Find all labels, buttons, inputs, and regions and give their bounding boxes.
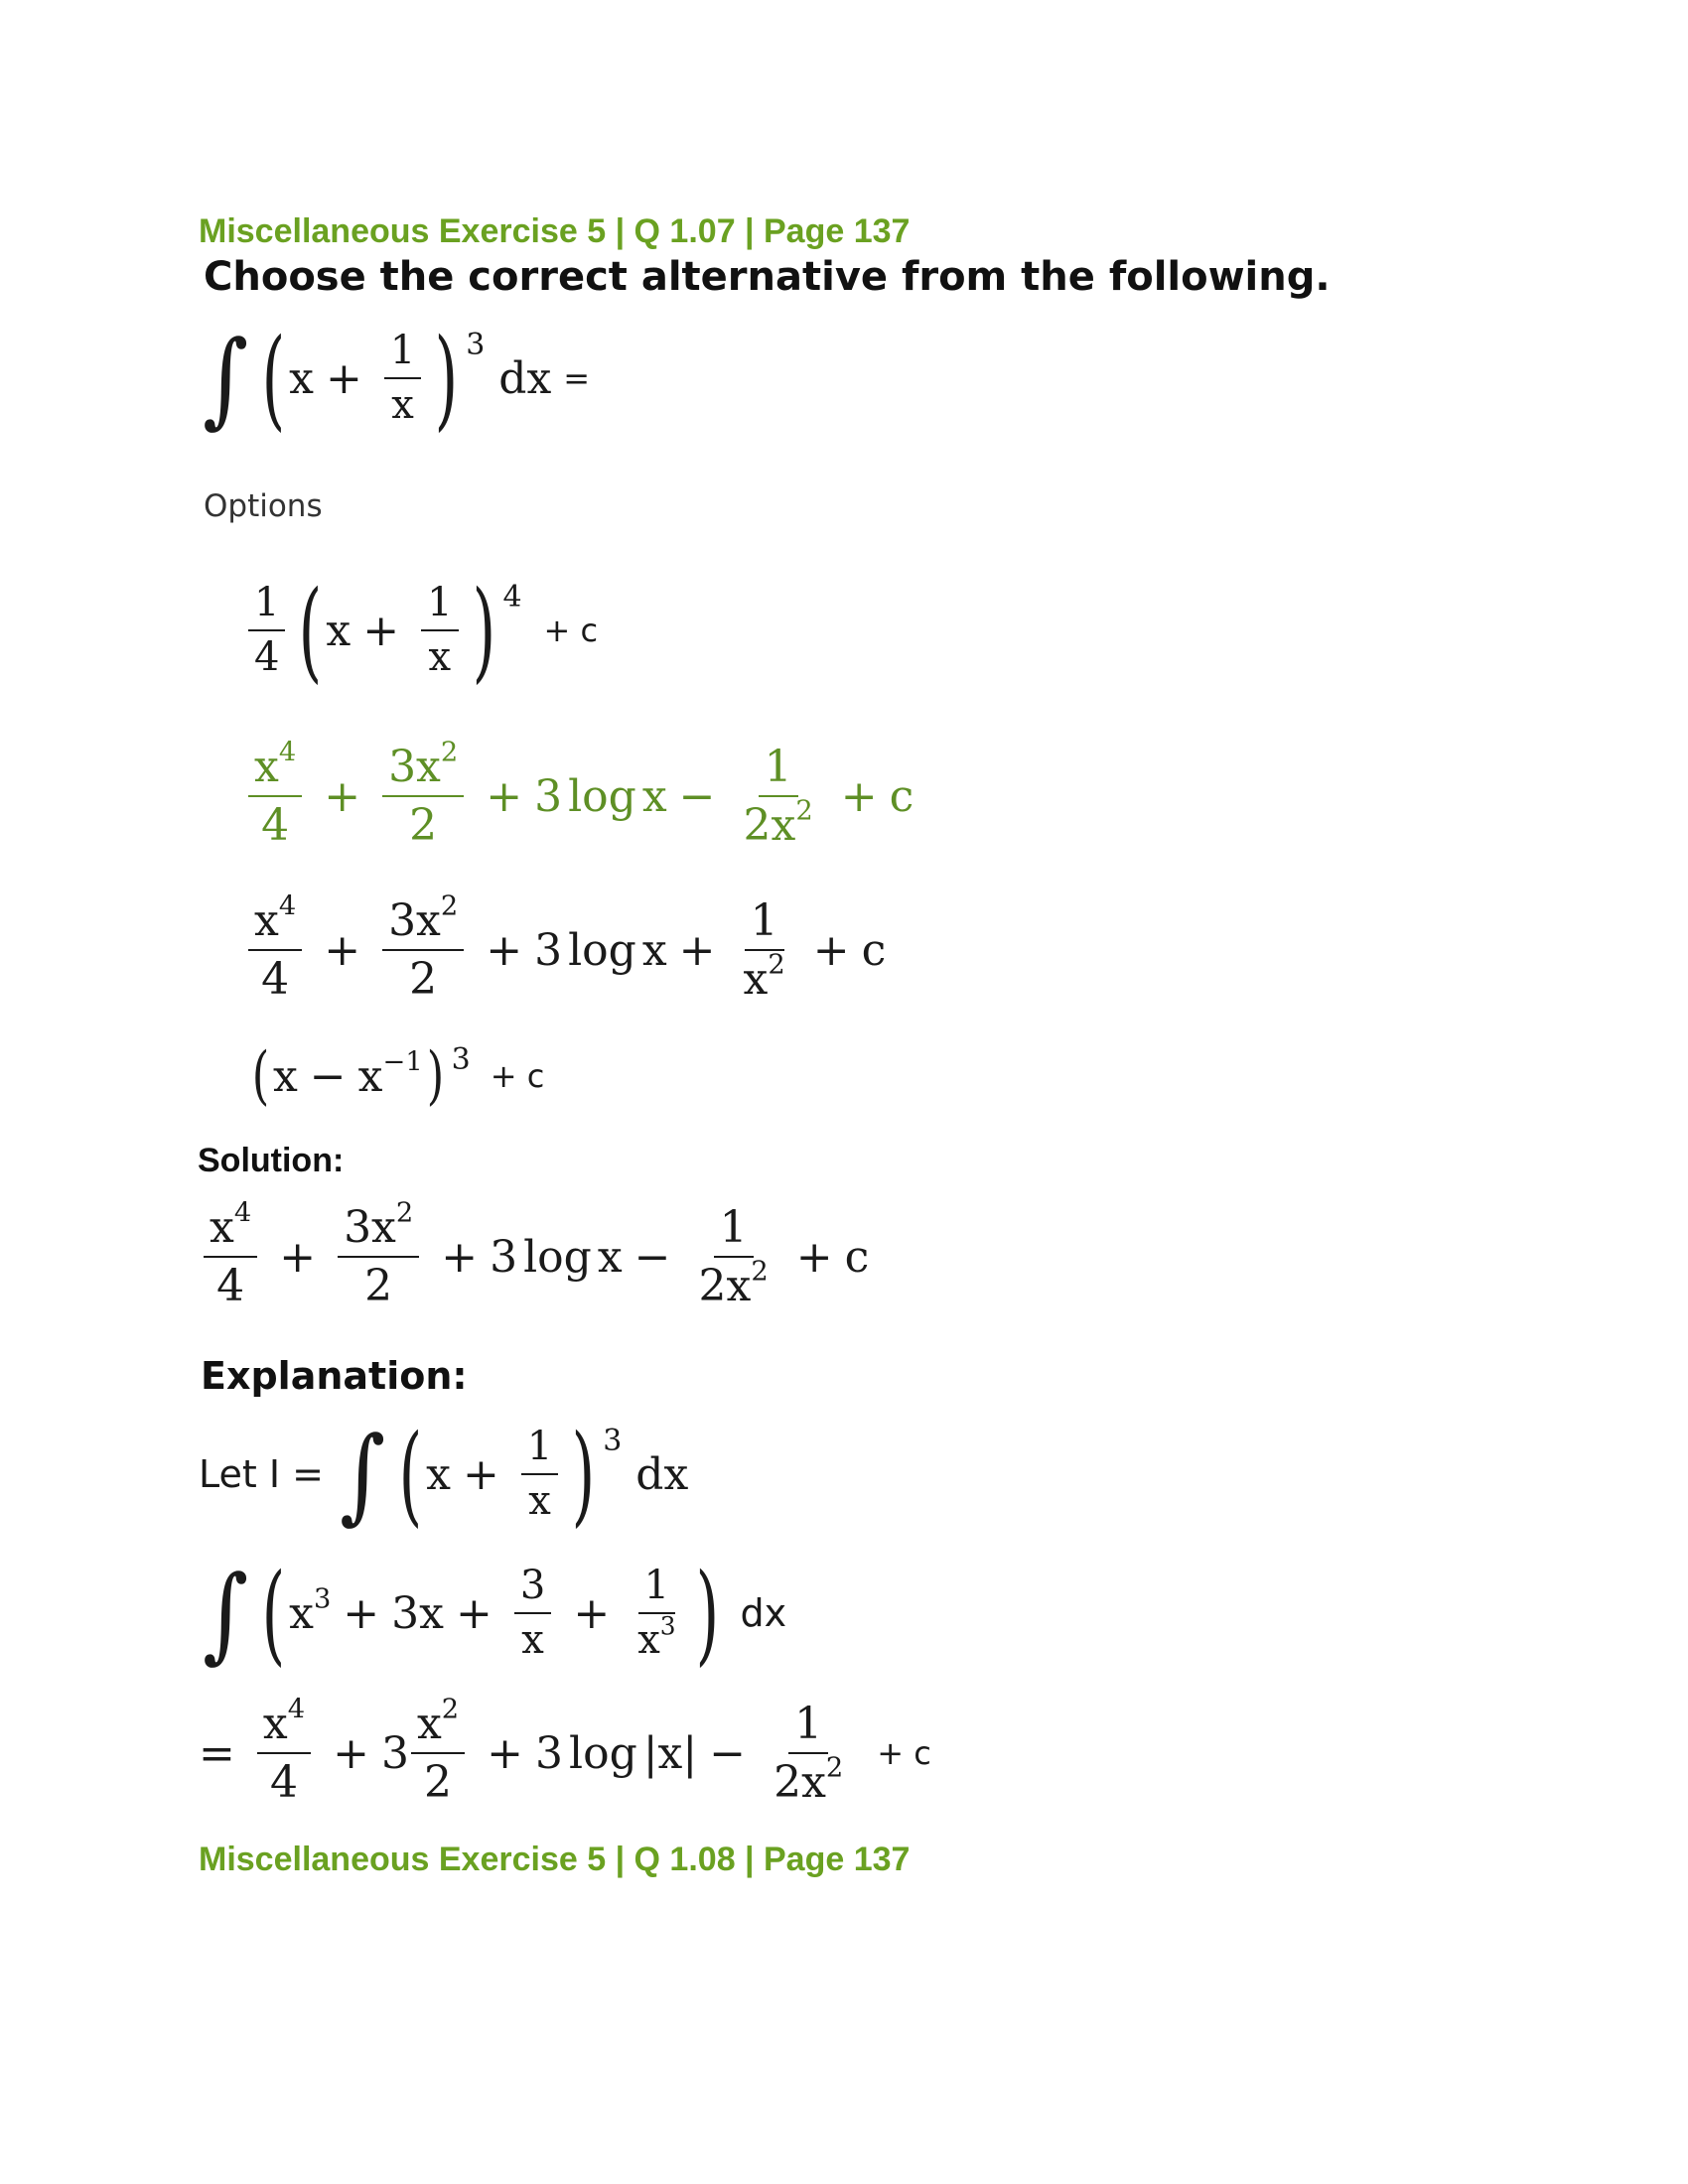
question-dx: dx	[498, 352, 552, 404]
solution-expression: $\frac{x^4}{4}$ + $\frac{3x^2}{2}$ + 3 log x − $\frac{1}{2x^2}$ + c	[204, 1203, 869, 1311]
question-frac-den: x	[391, 382, 414, 428]
solution-label: Solution:	[198, 1142, 345, 1179]
question-power: 3	[466, 328, 486, 362]
question-text: Choose the correct alternative from the following.	[204, 254, 1331, 300]
next-question-heading-link[interactable]: Miscellaneous Exercise 5 | Q 1.08 | Page 137	[199, 1841, 911, 1878]
explanation-step-3: = $\frac{x^4}{4}$ + 3 $\frac{x^2}{2}$ + 3 log |x| − $\frac{1}{2x^2}$ + c	[199, 1694, 931, 1809]
question-integral: ∫ ( x + $\frac{1}{x}$ ) 3 dx =	[203, 315, 591, 442]
explanation-step-2: ∫ ( $x^3$ + 3x + $\frac{3}{x}$ + $\frac{1}{x^3}$ ) dx	[203, 1550, 787, 1677]
question-frac-num: 1	[384, 329, 421, 379]
options-label: Options	[204, 488, 323, 524]
explanation-step-1: Let I = ∫ ( x + $\frac{1}{x}$ ) 3 dx	[199, 1411, 689, 1538]
option-d[interactable]: ( x − $x^{-1}$ ) 3 + c	[251, 1039, 545, 1113]
option-c[interactable]: $\frac{x^4}{4}$ + $\frac{3x^2}{2}$ + 3 log x + $\frac{1}{x^2}$ + c	[248, 896, 886, 1005]
explanation-label: Explanation:	[201, 1354, 468, 1398]
question-equals: =	[563, 359, 591, 397]
question-heading-link[interactable]: Miscellaneous Exercise 5 | Q 1.07 | Page 137	[199, 212, 911, 250]
let-text: Let I =	[199, 1452, 324, 1496]
option-b-correct[interactable]: $\frac{x^4}{4}$ + $\frac{3x^2}{2}$ + 3 log x − $\frac{1}{2x^2}$ + c	[248, 743, 914, 851]
option-a[interactable]: $\frac{1}{4}$ ( x + $\frac{1}{x}$ ) 4 + c	[248, 576, 598, 685]
